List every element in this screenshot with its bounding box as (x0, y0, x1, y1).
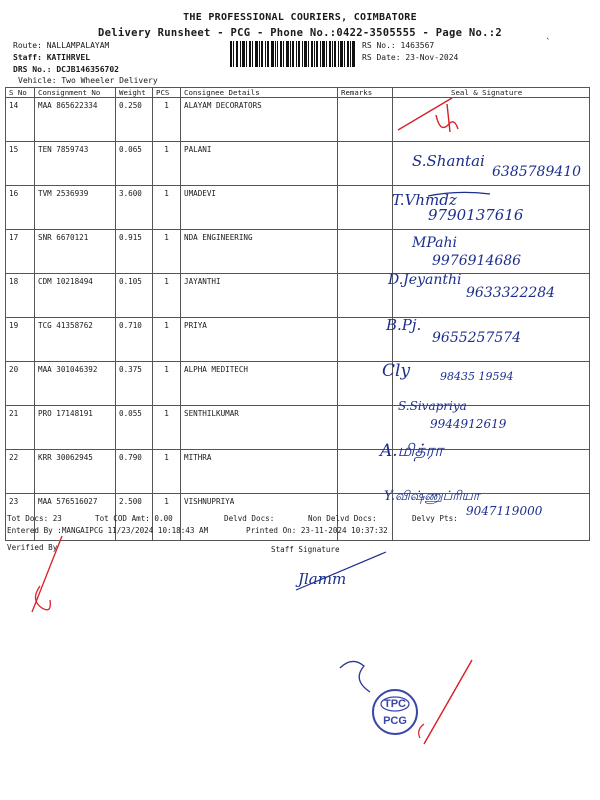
cell-weight: 0.710 (116, 318, 153, 362)
cell-sno: 18 (6, 274, 35, 318)
cell-signature (393, 230, 590, 274)
cell-consignee: UMADEVI (181, 186, 338, 230)
sig-row22-name: A.மித்ரா (380, 441, 444, 461)
sig-row20-name: Cly (382, 361, 411, 381)
sig-row18-phone: 9633322284 (466, 285, 556, 301)
cell-signature (393, 406, 590, 450)
cell-weight: 2.500 (116, 494, 153, 541)
col-weight: Weight (116, 88, 153, 98)
cell-consignment: TCG 41358762 (35, 318, 116, 362)
cell-signature (393, 318, 590, 362)
cell-signature (393, 450, 590, 494)
cell-consignment: CDM 10218494 (35, 274, 116, 318)
cell-remarks (338, 318, 393, 362)
drs-number: DRS No.: DCJB146356702 (13, 65, 119, 74)
route-label: Route: NALLAMPALAYAM (13, 41, 110, 50)
sig-row16-phone: 9790137616 (428, 206, 524, 224)
col-pcs: PCS (153, 88, 181, 98)
table-row (6, 362, 590, 406)
cell-consignment: MAA 576516027 (35, 494, 116, 541)
cell-signature (393, 142, 590, 186)
cell-consignment: KRR 30062945 (35, 450, 116, 494)
cell-remarks (338, 362, 393, 406)
cell-pcs: 1 (153, 318, 181, 362)
sig-row19-name: B.Pj. (386, 316, 422, 334)
cell-signature (393, 362, 590, 406)
stamp-line2: PCG (383, 715, 407, 727)
cell-consignment: TEN 7859743 (35, 142, 116, 186)
sig-row17-name: MPahi (412, 235, 457, 251)
table-row (6, 318, 590, 362)
cell-weight: 0.065 (116, 142, 153, 186)
cell-weight: 0.375 (116, 362, 153, 406)
cell-weight: 0.105 (116, 274, 153, 318)
runsheet-subtitle: Delivery Runsheet - PCG - Phone No.:0422-3505555 - Page No.:2 (98, 27, 502, 39)
delivered-docs: Delvd Docs: (224, 514, 275, 523)
table-row (6, 274, 590, 318)
cell-sno: 21 (6, 406, 35, 450)
sig-row23-name: Y.விஷ்ணுப்ரியா (384, 489, 480, 504)
cell-remarks (338, 142, 393, 186)
cell-signature (393, 186, 590, 230)
col-seal-signature: Seal & Signature (393, 88, 590, 98)
col-consignee: Consignee Details (181, 88, 338, 98)
sig-row21-phone: 9944912619 (430, 417, 507, 431)
sig-row19-phone: 9655257574 (432, 330, 522, 346)
cell-consignee: VISHNUPRIYA (181, 494, 338, 541)
cell-weight: 0.055 (116, 406, 153, 450)
sig-row15-name: S.Shantai (412, 152, 485, 170)
entered-by: Entered By :MANGAIPCG 11/23/2024 10:18:43 AM (7, 526, 209, 535)
table-row (6, 230, 590, 274)
cell-consignee: PRIYA (181, 318, 338, 362)
sig-row17-phone: 9976914686 (432, 253, 522, 269)
vehicle-label: Vehicle: Two Wheeler Delivery (18, 76, 158, 85)
cell-remarks (338, 186, 393, 230)
cell-pcs: 1 (153, 186, 181, 230)
cell-weight: 0.250 (116, 98, 153, 142)
cell-pcs: 1 (153, 362, 181, 406)
delivery-table (5, 87, 590, 541)
cell-pcs: 1 (153, 98, 181, 142)
staff-signature-scrawl: Jlamm (298, 570, 347, 588)
sig-row18-name: D.Jeyanthi (388, 272, 462, 288)
cell-consignee: SENTHILKUMAR (181, 406, 338, 450)
cell-sno: 16 (6, 186, 35, 230)
cell-pcs: 1 (153, 142, 181, 186)
corner-mark: ˎ (545, 30, 551, 40)
cell-weight: 0.915 (116, 230, 153, 274)
cell-signature (393, 98, 590, 142)
sig-row16-name: T.Vhmdz (392, 191, 457, 209)
rs-date: RS Date: 23-Nov-2024 (362, 53, 459, 62)
cell-sno: 17 (6, 230, 35, 274)
staff-label: Staff: KATIHRVEL (13, 53, 91, 62)
cell-pcs: 1 (153, 494, 181, 541)
cell-consignment: SNR 6670121 (35, 230, 116, 274)
table-row (6, 406, 590, 450)
table-header-row (6, 88, 590, 98)
sig-row20-phone: 98435 19594 (440, 370, 514, 383)
col-remarks: Remarks (338, 88, 393, 98)
cell-sno: 15 (6, 142, 35, 186)
cell-pcs: 1 (153, 274, 181, 318)
cell-consignee: JAYANTHI (181, 274, 338, 318)
cell-sno: 19 (6, 318, 35, 362)
printed-on: Printed On: 23-11-2024 10:37:32 (246, 526, 388, 535)
table-row (6, 98, 590, 142)
table-row (6, 142, 590, 186)
cell-remarks (338, 98, 393, 142)
cell-consignee: ALAYAM DECORATORS (181, 98, 338, 142)
cell-sno: 22 (6, 450, 35, 494)
cell-sno: 23 (6, 494, 35, 541)
cell-remarks (338, 230, 393, 274)
red-stamp-hook (419, 724, 424, 738)
cell-consignment: MAA 865622334 (35, 98, 116, 142)
barcode (230, 41, 355, 67)
cell-weight: 0.790 (116, 450, 153, 494)
cell-remarks (338, 450, 393, 494)
verified-by-label: Verified By (7, 543, 58, 552)
cell-consignment: TVM 2536939 (35, 186, 116, 230)
blue-arc-mark (340, 661, 370, 692)
staff-signature-label: Staff Signature (271, 545, 340, 554)
col-consignment: Consignment No (35, 88, 116, 98)
cell-remarks (338, 406, 393, 450)
cell-signature (393, 274, 590, 318)
cell-pcs: 1 (153, 450, 181, 494)
cell-pcs: 1 (153, 230, 181, 274)
stamp-line1: TPC (384, 698, 406, 710)
cell-consignee: PALANI (181, 142, 338, 186)
tpc-pcg-stamp (373, 690, 417, 734)
col-sno: S No (6, 88, 35, 98)
cell-sno: 14 (6, 98, 35, 142)
non-delivered-docs: Non Delvd Docs: (308, 514, 377, 523)
cell-weight: 3.600 (116, 186, 153, 230)
cell-consignee: ALPHA MEDITECH (181, 362, 338, 406)
cell-sno: 20 (6, 362, 35, 406)
cell-consignee: MITHRA (181, 450, 338, 494)
delivery-points: Delvy Pts: (412, 514, 458, 523)
sig-row23-phone: 9047119000 (466, 504, 543, 518)
red-stamp-stroke (424, 660, 472, 744)
red-verify-scribble (35, 586, 50, 610)
cell-remarks (338, 274, 393, 318)
cell-consignee: NDA ENGINEERING (181, 230, 338, 274)
rs-number: RS No.: 1463567 (362, 41, 435, 50)
total-cod-amount: Tot COD Amt: 0.00 (95, 514, 173, 523)
total-docs: Tot Docs: 23 (7, 514, 62, 523)
staff-signature-stroke (296, 552, 386, 590)
sig-row15-phone: 6385789410 (492, 164, 582, 180)
cell-consignment: PRO 17148191 (35, 406, 116, 450)
company-title: THE PROFESSIONAL COURIERS, COIMBATORE (183, 12, 417, 23)
cell-pcs: 1 (153, 406, 181, 450)
cell-consignment: MAA 301046392 (35, 362, 116, 406)
table-row (6, 186, 590, 230)
sig-row21-name: S.Sivapriya (398, 399, 467, 413)
table-row (6, 450, 590, 494)
